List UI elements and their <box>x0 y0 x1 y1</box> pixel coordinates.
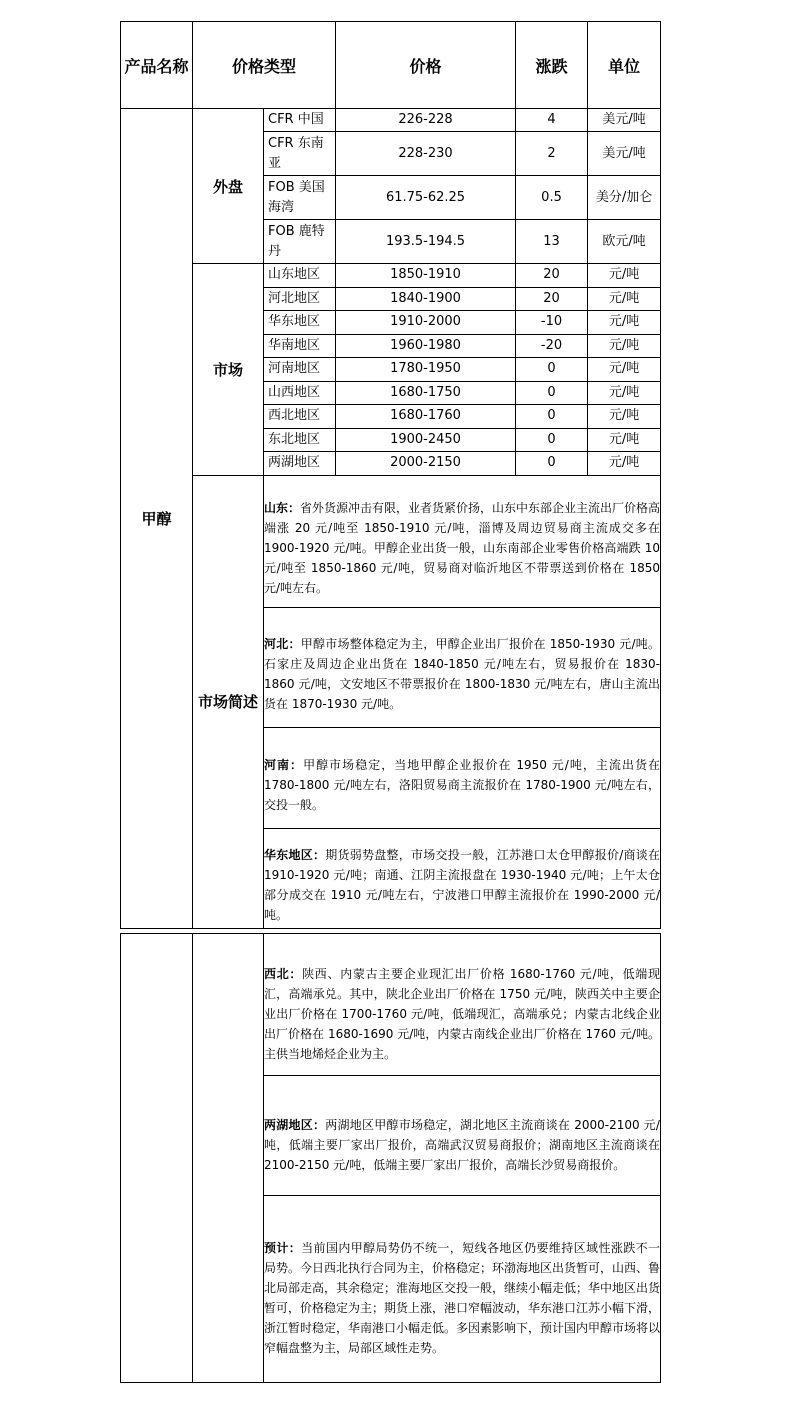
unit-cell: 元/吨 <box>588 358 661 382</box>
unit-cell: 元/吨 <box>588 334 661 358</box>
summary-text: 当前国内甲醇局势仍不统一，短线各地区仍要维持区域性涨跌不一局势。今日西北执行合同为主，价格稳定；环渤海地区出货暂可，山西、鲁北局部走高，其余稳定；淮海地区交投一般，继续小幅走低；华中地区出货暂可，价格稳定为主；期货上涨，港口窄幅波动，华东港口江苏小幅下滑，浙江暂时稳定，华南港口小幅走低。多因素影响下，预计国内甲醇市场将以窄幅盘整为主，局部区域性走势。 <box>264 1241 661 1355</box>
unit-cell: 元/吨 <box>588 428 661 452</box>
change-cell: 20 <box>516 264 588 288</box>
region-cell: 华东地区 <box>264 311 336 335</box>
unit-cell: 美元/吨 <box>588 132 661 176</box>
price-type-cell: CFR 东南亚 <box>264 132 336 176</box>
summary-region: 河南： <box>264 757 304 772</box>
change-cell: -10 <box>516 311 588 335</box>
price-cell: 228-230 <box>336 132 516 176</box>
unit-cell: 美元/吨 <box>588 109 661 132</box>
change-cell: 4 <box>516 109 588 132</box>
summary-region: 预计： <box>264 1241 302 1255</box>
header-price: 价格 <box>336 22 516 109</box>
summary-text: 期货弱势盘整，市场交投一般，江苏港口太仓甲醇报价/商谈在 1910-1920 元/吨；南通、江阴主流报盘在 1930-1940 元/吨；上午太仓部分成交在 1910 元/吨左右，宁波港口甲醇主流报价在 1990-2000 元/吨。 <box>264 848 661 922</box>
summary-region: 山东： <box>264 501 301 515</box>
summary-text: 陕西、内蒙古主要企业现汇出厂价格 1680-1760 元/吨，低端现汇，高端承兑。其中，陕北企业出厂价格在 1750 元/吨，陕西关中主要企业出厂价格在 1700-1760 元/吨，低端现汇，高端承兑；内蒙古北线企业出厂价格在 1680-1690 元/吨，内蒙古南线企业出厂价格在 1760 元/吨。主供当地烯烃企业为主。 <box>264 966 660 1061</box>
change-cell: 0.5 <box>516 176 588 220</box>
summary-paragraph <box>264 828 661 928</box>
price-cell: 1840-1900 <box>336 287 516 311</box>
price-type-cell: CFR 中国 <box>264 109 336 132</box>
price-type-cell: FOB 美国海湾 <box>264 176 336 220</box>
price-cell: 193.5-194.5 <box>336 220 516 264</box>
price-cell: 1910-2000 <box>336 311 516 335</box>
change-cell: 0 <box>516 405 588 429</box>
change-cell: 2 <box>516 132 588 176</box>
header-unit: 单位 <box>588 22 661 109</box>
region-cell: 河北地区 <box>264 287 336 311</box>
unit-cell: 元/吨 <box>588 452 661 476</box>
unit-cell: 欧元/吨 <box>588 220 661 264</box>
price-cell: 2000-2150 <box>336 452 516 476</box>
region-cell: 西北地区 <box>264 405 336 429</box>
unit-cell: 元/吨 <box>588 381 661 405</box>
region-cell: 山西地区 <box>264 381 336 405</box>
unit-cell: 元/吨 <box>588 405 661 429</box>
unit-cell: 美分/加仑 <box>588 176 661 220</box>
product-name: 甲醇 <box>121 109 193 929</box>
summary-paragraph <box>264 1196 661 1383</box>
unit-cell: 元/吨 <box>588 264 661 288</box>
category-foreign: 外盘 <box>193 109 264 264</box>
price-cell: 1780-1950 <box>336 358 516 382</box>
product-cell-continued <box>121 934 193 1383</box>
region-cell: 华南地区 <box>264 334 336 358</box>
summary-paragraph <box>264 1076 661 1196</box>
category-summary: 市场简述 <box>193 475 264 928</box>
summary-text: 两湖地区甲醇市场稳定，湖北地区主流商谈在 2000-2100 元/吨，低端主要厂家出厂报价，高端武汉贸易商报价；湖南地区主流商谈在 2100-2150 元/吨，低端主要厂家出厂报价，高端长沙贸易商报价。 <box>264 1117 660 1172</box>
summary-paragraph <box>264 727 661 828</box>
header-product: 产品名称 <box>121 22 193 109</box>
price-cell: 226-228 <box>336 109 516 132</box>
region-cell: 河南地区 <box>264 358 336 382</box>
change-cell: 0 <box>516 428 588 452</box>
summary-paragraph <box>264 934 661 1076</box>
region-cell: 东北地区 <box>264 428 336 452</box>
change-cell: 0 <box>516 381 588 405</box>
price-cell: 1680-1760 <box>336 405 516 429</box>
summary-text: 甲醇市场整体稳定为主，甲醇企业出厂报价在 1850-1930 元/吨。石家庄及周边企业出货在 1840-1850 元/吨左右，贸易报价在 1830-1860 元/吨，文安地区不带票报价在 1800-1830 元/吨左右，唐山主流出货在 1870-1930 元/吨。 <box>264 637 661 711</box>
price-cell: 1960-1980 <box>336 334 516 358</box>
summary-text: 甲醇市场稳定，当地甲醇企业报价在 1950 元/吨，主流出货在 1780-1800 元/吨左右，洛阳贸易商主流报价在 1780-1900 元/吨左右，交投一般。 <box>264 757 661 812</box>
change-cell: 13 <box>516 220 588 264</box>
price-cell: 61.75-62.25 <box>336 176 516 220</box>
region-cell: 山东地区 <box>264 264 336 288</box>
unit-cell: 元/吨 <box>588 311 661 335</box>
category-cell-continued <box>193 934 264 1383</box>
summary-region: 两湖地区： <box>264 1117 326 1132</box>
category-market: 市场 <box>193 264 264 476</box>
region-cell: 两湖地区 <box>264 452 336 476</box>
price-cell: 1680-1750 <box>336 381 516 405</box>
unit-cell: 元/吨 <box>588 287 661 311</box>
summary-region: 河北： <box>264 637 301 651</box>
change-cell: 20 <box>516 287 588 311</box>
header-price-type: 价格类型 <box>193 22 336 109</box>
price-type-cell: FOB 鹿特丹 <box>264 220 336 264</box>
summary-region: 华东地区： <box>264 848 326 862</box>
price-cell: 1850-1910 <box>336 264 516 288</box>
change-cell: 0 <box>516 358 588 382</box>
price-table <box>120 21 661 929</box>
summary-paragraph <box>264 475 661 607</box>
change-cell: 0 <box>516 452 588 476</box>
price-cell: 1900-2450 <box>336 428 516 452</box>
summary-text: 省外货源冲击有限，业者货紧价扬，山东中东部企业主流出厂价格高端涨 20 元/吨至 1850-1910 元/吨，淄博及周边贸易商主流成交多在 1900-1920 元/吨。甲醇企业出货一般，山东南部企业零售价格高端跌 10 元/吨至 1850-1860 元/吨，贸易商对临沂地区不带票送到价格在 1850 元/吨左右。 <box>264 501 661 595</box>
summary-table-continued <box>120 933 661 1383</box>
change-cell: -20 <box>516 334 588 358</box>
summary-region: 西北： <box>264 966 303 981</box>
summary-paragraph <box>264 607 661 727</box>
header-change: 涨跌 <box>516 22 588 109</box>
